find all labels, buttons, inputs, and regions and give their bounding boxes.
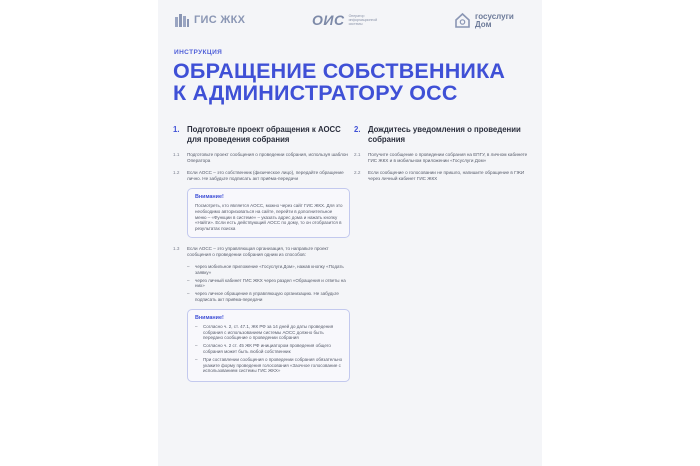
step-text: Получите сообщение о проведении собрания на ЕПГУ, в личном кабинете ГИС ЖКХ и в мобильном приложении «Госуслуги Дом»	[368, 152, 528, 163]
page-title	[173, 60, 505, 104]
list-item: – через личное обращение в управляющую организацию. Не забудьте подписать акт приёма-передачи	[187, 291, 350, 303]
gosuslugi-line1: госуслуги	[475, 11, 514, 21]
list-item: – через личный кабинет ГИС ЖКХ через раздел «Обращения и ответы на них»	[187, 278, 350, 290]
gosuslugi-logo-text	[475, 13, 514, 29]
ois-logo	[312, 12, 381, 28]
list-item-text: через личный кабинет ГИС ЖКХ через раздел «Обращения и ответы на них»	[195, 277, 346, 289]
building-icon	[174, 12, 190, 28]
section-2	[354, 125, 530, 188]
attention-box-1	[187, 188, 350, 238]
step-text: Подготовьте проект сообщения о проведении собрания, используя шаблон Оператора	[187, 152, 348, 163]
list-item-text: Согласно ч. 2 ст. 45 ЖК РФ инициатором проведения общего собрания может быть любой собственник	[203, 343, 331, 354]
step-1-3	[173, 246, 350, 258]
step-1-1	[173, 152, 350, 164]
attention-text: Посмотреть, кто является АОСС, можно через сайт ГИС ЖКХ. Для это необходимо авторизоваться на сайте, перейти в дополнительное меню – «Функции в системе» – указать адрес дома и нажать кнопку «Найти». Если есть действующий АОСС по дому, то он отобразится в результатах поиска	[195, 203, 343, 232]
attention-box-2	[187, 309, 350, 382]
gis-logo	[174, 12, 245, 28]
attention-title: Внимание!	[195, 194, 224, 200]
step-number: 1.2	[173, 170, 180, 175]
instruction-sheet	[158, 0, 542, 466]
step-number: 2.2	[354, 170, 361, 175]
list-item-text: через личное обращение в управляющую организацию. Не забудьте подписать акт приёма-передачи	[195, 291, 339, 302]
title-line-2: К АДМИНИСТРАТОРУ ОСС	[173, 81, 458, 105]
logo-bar	[174, 12, 532, 38]
section-2-number: 2.	[354, 125, 361, 134]
gosuslugi-line2: Дом	[475, 19, 492, 29]
house-icon	[454, 12, 471, 29]
list-item: – через мобильное приложение «Госуслуги.Дом», нажав кнопку «Подать заявку»	[187, 264, 350, 276]
gis-logo-text: ГИС ЖКХ	[194, 14, 246, 26]
section-1	[173, 125, 350, 390]
section-1-heading	[173, 125, 350, 144]
step-2-1	[354, 152, 530, 164]
section-1-number: 1.	[173, 125, 180, 134]
gosuslugi-logo	[454, 12, 514, 29]
step-text: Если АОСС – это управляющая организация, то направьте проект сообщения о проведении собрания одним из способов:	[187, 245, 329, 257]
ois-logo-text: ОИС	[312, 12, 345, 28]
step-number: 1.1	[173, 152, 180, 157]
step-2-2	[354, 170, 530, 182]
doc-tag: ИНСТРУКЦИЯ	[174, 49, 223, 56]
section-1-title: Подготовьте проект обращения к АОСС для проведения собрания	[187, 125, 341, 144]
step-number: 2.1	[354, 152, 361, 157]
ois-logo-subtitle: Оператор информационной системы	[348, 14, 378, 26]
section-2-heading	[354, 125, 530, 144]
list-item: – Согласно ч. 2 ст. 45 ЖК РФ инициатором проведения общего собрания может быть любой собственник	[195, 343, 343, 355]
list-item-text: через мобильное приложение «Госуслуги.Дом», нажав кнопку «Подать заявку»	[195, 263, 344, 275]
title-line-1: ОБРАЩЕНИЕ СОБСТВЕННИКА	[173, 59, 506, 83]
attention-title: Внимание!	[195, 314, 224, 321]
step-number: 1.3	[173, 245, 180, 251]
list-item: – Согласно ч. 2, ст. 47.1, ЖК РФ за 14 дней до даты проведения собрания с использованием системы АОСС должно быть передано сообщение о проведении собрания	[195, 324, 343, 341]
section-2-title: Дождитесь уведомления о проведении собрания	[368, 125, 521, 144]
step-1-2	[173, 170, 350, 182]
list-item-text: При составлении сообщения о проведении собрания обязательно укажите форму проведения голосования «Заочное голосование с использованием системы ГИС ЖКХ»	[203, 356, 343, 374]
step-text: Если АОСС – это собственник (физическое лицо), передайте обращение лично. Не забудьте подписать акт приёма-передачи	[187, 170, 344, 181]
step-text: Если сообщение о голосовании не пришло, напишите обращение в ГЖИ через личный кабинет ГИС ЖКХ	[368, 170, 525, 181]
list-item: – При составлении сообщения о проведении собрания обязательно укажите форму проведения голосования «Заочное голосование с использованием системы ГИС ЖКХ»	[195, 356, 343, 374]
list-item-text: Согласно ч. 2, ст. 47.1, ЖК РФ за 14 дней до даты проведения собрания с использованием системы АОСС должно быть передано сообщение о проведении собрания	[203, 323, 334, 341]
submission-ways	[187, 264, 350, 303]
